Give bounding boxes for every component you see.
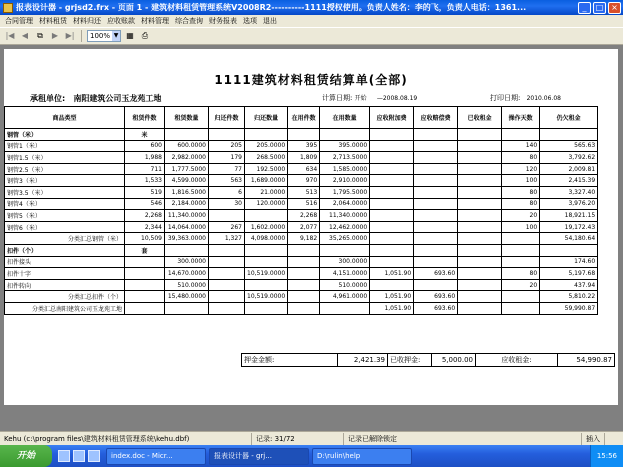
cell-value: 268.5000 [245,152,288,164]
cell-value: 11,340.0000 [320,210,370,222]
cell-value [245,129,288,141]
cell-value: 2,713.5000 [320,152,370,164]
calc-date-end: —2008.08.19 [376,95,418,102]
copy-icon[interactable]: ⧉ [37,31,43,40]
column-header: 租赁数量 [165,107,209,129]
cell-value [458,198,502,210]
cell-value [125,291,165,303]
cell-value: 1,988 [125,152,165,164]
task-report-designer[interactable]: 报表设计器 - grj... [209,448,309,465]
row-label: 钢管4（米） [5,198,125,210]
cell-value: 192.5000 [245,163,288,175]
row-label: 钢管1.5（米） [5,152,125,164]
cell-value: 174.60 [540,256,598,268]
status-record: 记录: 31/72 [252,433,344,445]
cell-value [458,175,502,187]
cell-value: 77 [209,163,245,175]
group-row [5,129,598,141]
column-header: 租赁件数 [125,107,165,129]
table-row [5,152,598,164]
title-bar [0,0,623,15]
calc-date-start: 开始 [354,95,367,102]
cell-value [125,256,165,268]
cell-value: 300.0000 [165,256,209,268]
status-mode: 插入 [582,433,605,445]
cell-value: 519 [125,186,165,198]
zoom-select[interactable] [87,30,121,42]
cell-value [370,244,414,256]
report-page [4,49,618,405]
cell-value: 693.60 [414,302,458,314]
cell-value [540,244,598,256]
cell-value: 2,077 [288,221,320,233]
cell-value [245,244,288,256]
maximize-button[interactable]: □ [593,2,606,14]
cell-value: 510.0000 [320,279,370,291]
cell-value [458,221,502,233]
row-label: 分类汇总南阳建筑公司玉龙苑工地 [5,302,125,314]
cell-value [414,186,458,198]
cell-value: 2,344 [125,221,165,233]
cell-value [370,175,414,187]
toolbar [0,27,623,45]
cell-value [502,244,540,256]
settlement-table [4,106,598,315]
row-label: 扣件转向 [5,279,125,291]
cell-value: 2,910.0000 [320,175,370,187]
column-header: 归还数量 [245,107,288,129]
cell-value: 1,051.90 [370,268,414,280]
cell-value [414,279,458,291]
cell-value [370,163,414,175]
cell-value: 19,172.43 [540,221,598,233]
row-label: 扣件十字 [5,268,125,280]
cell-value: 437.94 [540,279,598,291]
cell-value: 2,064.0000 [320,198,370,210]
cell-value [414,152,458,164]
cell-value: 693.60 [414,291,458,303]
cell-value: 3,976.20 [540,198,598,210]
task-help-folder[interactable]: D:\rulin\help [312,448,412,465]
cell-value [458,244,502,256]
receivable-label: 应收租金: [475,353,557,367]
cell-value [288,302,320,314]
cell-value: 395.0000 [320,140,370,152]
cell-value: 267 [209,221,245,233]
cell-value: 4,098.0000 [245,233,288,245]
cell-value [414,175,458,187]
cell-value [320,244,370,256]
table-row [5,175,598,187]
cell-value [245,210,288,222]
print-date-label: 打印日期: [490,94,521,102]
quick-launch [58,450,100,462]
cell-value: 5,197.68 [540,268,598,280]
cell-value [458,186,502,198]
row-label: 钢管5（米） [5,210,125,222]
cell-value: 20 [502,279,540,291]
cell-value [414,198,458,210]
cell-value: 米 [125,129,165,141]
cell-value [370,279,414,291]
cell-value [370,140,414,152]
cell-value: 120 [502,163,540,175]
cell-value [370,152,414,164]
report-viewport[interactable] [0,45,623,407]
cell-value [458,152,502,164]
menu-exit[interactable]: 退出 [263,17,277,25]
cell-value [320,302,370,314]
print-icon[interactable]: ⎙ [141,31,149,40]
row-label: 钢管6（米） [5,221,125,233]
cell-value [209,268,245,280]
cell-value: 20 [502,210,540,222]
cell-value: 1,533 [125,175,165,187]
cell-value: 4,151.0000 [320,268,370,280]
zoom-value: 100% [90,32,111,40]
minimize-button[interactable]: _ [578,2,591,14]
cell-value: 80 [502,268,540,280]
status-bar [0,431,623,445]
menu-query[interactable]: 综合查询 [175,17,203,25]
toolbar-separator [81,30,82,42]
cell-value: 100 [502,175,540,187]
cell-value: 510.0000 [165,279,209,291]
cell-value: 10,519.0000 [245,291,288,303]
table-row [5,186,598,198]
column-header: 操作天数 [502,107,540,129]
column-header: 应收赔偿费 [414,107,458,129]
subtotal-row [5,302,598,314]
row-label: 扣件（个） [5,244,125,256]
menu-options[interactable]: 选项 [243,17,257,25]
menu-receivable[interactable]: 应收账款 [107,17,135,25]
column-header: 已收租金 [458,107,502,129]
cell-value [288,129,320,141]
chevron-down-icon[interactable]: ▼ [113,32,119,39]
desktop-icon[interactable] [58,450,70,462]
start-button[interactable]: 开始 [0,445,52,467]
cell-value [245,279,288,291]
cell-value: 711 [125,163,165,175]
cell-value [370,210,414,222]
unit-value: 南阳建筑公司玉龙苑工地 [73,94,162,103]
cell-value: 6 [209,186,245,198]
cell-value [209,256,245,268]
cell-value [414,233,458,245]
cell-value [370,186,414,198]
table-row [5,198,598,210]
deposit-label: 押金金额: [244,356,275,364]
cell-value: 4,961.0000 [320,291,370,303]
cell-value: 563 [209,175,245,187]
status-lock: 记录已解除锁定 [344,433,582,445]
unit-label: 承租单位: [30,94,66,103]
cell-value [125,279,165,291]
group-row [5,244,598,256]
cell-value: 39,363.0000 [165,233,209,245]
cell-value: 2,982.0000 [165,152,209,164]
menu-contract[interactable]: 合同管理 [5,17,33,25]
cell-value: 1,777.5000 [165,163,209,175]
window-title: 报表设计器 - grjsd2.frx - 页面 1 - 建筑材料租赁管理系统V2008R2----------1111授权使用。负责人姓名：李的飞，负责人电话：1361... [16,3,527,12]
cell-value: 10,519.0000 [245,268,288,280]
cell-value [414,221,458,233]
cell-value: 1,602.0000 [245,221,288,233]
menu-return[interactable]: 材料归还 [73,17,101,25]
cell-value [209,129,245,141]
cell-value: 54,180.64 [540,233,598,245]
browser-icon[interactable] [73,450,85,462]
close-button[interactable]: × [608,2,621,14]
cell-value: 2,184.0000 [165,198,209,210]
cell-value [165,129,209,141]
cell-value: 3,327.40 [540,186,598,198]
deposit-cell [241,353,337,367]
cell-value: 1,051.90 [370,291,414,303]
print-date-value: 2010.06.08 [526,95,561,102]
column-header: 仍欠租金 [540,107,598,129]
table-row [5,279,598,291]
cell-value: 15,480.0000 [165,291,209,303]
cell-value [502,256,540,268]
cell-value [414,163,458,175]
row-label: 钢管（米） [5,129,125,141]
cell-value [502,291,540,303]
cell-value [245,256,288,268]
cell-value: 205 [209,140,245,152]
cell-value: 5,810.22 [540,291,598,303]
cell-value: 30 [209,198,245,210]
cell-value: 120.0000 [245,198,288,210]
cell-value: 100 [502,221,540,233]
cell-value: 3,792.62 [540,152,598,164]
cell-value: 35,265.0000 [320,233,370,245]
cell-value: 1,689.0000 [245,175,288,187]
cell-value [209,279,245,291]
menu-rent[interactable]: 材料租赁 [39,17,67,25]
next-page-icon[interactable]: ▶ [51,31,59,40]
unit-info [30,93,161,104]
cell-value [414,244,458,256]
cell-value: 18,921.15 [540,210,598,222]
deposit-value: 2,421.39 [337,353,387,367]
row-label: 钢管2.5（米） [5,163,125,175]
table-row [5,221,598,233]
receivable-value: 54,990.87 [557,353,615,367]
cell-value: 14,670.0000 [165,268,209,280]
subtotal-row [5,291,598,303]
cell-value [165,302,209,314]
first-page-icon[interactable]: |◀ [5,31,15,40]
cell-value: 80 [502,186,540,198]
column-header: 归还件数 [209,107,245,129]
cell-value [288,256,320,268]
cell-value [458,268,502,280]
cell-value: 1,051.90 [370,302,414,314]
cell-value: 2,415.39 [540,175,598,187]
table-row [5,163,598,175]
cell-value: 80 [502,152,540,164]
cell-value [288,279,320,291]
column-header: 商品类型 [5,107,125,129]
column-header: 在用数量 [320,107,370,129]
cell-value [458,233,502,245]
cell-value [458,256,502,268]
row-label: 钢管3（米） [5,175,125,187]
cell-value: 11,340.0000 [165,210,209,222]
print-preview-icon[interactable]: ▦ [126,31,134,40]
cell-value [370,198,414,210]
cell-value: 634 [288,163,320,175]
row-label: 分类汇总钢管（米） [5,233,125,245]
cell-value: 1,585.0000 [320,163,370,175]
cell-value [414,256,458,268]
cell-value: 1,809 [288,152,320,164]
cell-value [502,129,540,141]
cell-value: 140 [502,140,540,152]
cell-value: 9,182 [288,233,320,245]
cell-value [125,302,165,314]
cell-value: 2,009.81 [540,163,598,175]
print-date-info [490,93,561,103]
cell-value [414,140,458,152]
table-row [5,268,598,280]
cell-value [458,279,502,291]
cell-value [414,129,458,141]
row-label: 钢管1（米） [5,140,125,152]
cell-value: 513 [288,186,320,198]
menu-bar [0,15,623,27]
cell-value: 179 [209,152,245,164]
cell-value [209,291,245,303]
cell-value [125,268,165,280]
cell-value [209,302,245,314]
cell-value [502,233,540,245]
cell-value: 565.63 [540,140,598,152]
cell-value: 205.0000 [245,140,288,152]
cell-value [165,244,209,256]
calc-date-info [322,93,417,103]
table-row [5,210,598,222]
cell-value: 10,509 [125,233,165,245]
cell-value: 12,462.0000 [320,221,370,233]
cell-value: 2,268 [288,210,320,222]
cell-value: 546 [125,198,165,210]
table-row [5,140,598,152]
cell-value [370,233,414,245]
cell-value: 2,268 [125,210,165,222]
cell-value [458,210,502,222]
prev-page-icon[interactable]: ◀ [21,31,29,40]
cell-value: 600.0000 [165,140,209,152]
menu-material[interactable]: 材料管理 [141,17,169,25]
cell-value: 4,599.0000 [165,175,209,187]
last-page-icon[interactable]: ▶| [65,31,75,40]
received-label: 已收押金: [387,353,431,367]
cell-value [209,210,245,222]
cell-value [502,302,540,314]
cell-value: 600 [125,140,165,152]
cell-value [370,256,414,268]
cell-value: 1,327 [209,233,245,245]
cell-value: 套 [125,244,165,256]
system-clock: 15:56 [590,445,623,467]
cell-value [458,291,502,303]
cell-value [370,221,414,233]
task-word[interactable]: index.doc - Micr... [106,448,206,465]
row-label: 分类汇总扣件（个） [5,291,125,303]
cell-value [288,244,320,256]
cell-value [209,244,245,256]
status-path: Kehu (c:\program files\建筑材料租赁管理系统\kehu.dbf) [0,433,252,445]
cell-value [458,140,502,152]
taskbar [0,445,623,467]
cell-value [458,302,502,314]
cell-value [288,268,320,280]
cell-value: 1,816.5000 [165,186,209,198]
cell-value: 59,990.87 [540,302,598,314]
row-label: 扣件接头 [5,256,125,268]
cell-value [414,210,458,222]
app-icon [3,3,13,13]
cell-value: 300.0000 [320,256,370,268]
column-header: 在用件数 [288,107,320,129]
cell-value [245,302,288,314]
calc-date-label: 计算日期: [322,94,353,102]
cell-value: 80 [502,198,540,210]
table-row [5,256,598,268]
report-title: 1111建筑材料租赁结算单(全部) [214,73,408,87]
cell-value: 395 [288,140,320,152]
cell-value: 516 [288,198,320,210]
subtotal-row [5,233,598,245]
media-icon[interactable] [88,450,100,462]
cell-value: 14,064.0000 [165,221,209,233]
cell-value: 21.0000 [245,186,288,198]
table-header [5,107,598,129]
cell-value [320,129,370,141]
column-header: 应收附加费 [370,107,414,129]
cell-value: 1,795.5000 [320,186,370,198]
cell-value [458,129,502,141]
cell-value [458,163,502,175]
cell-value [288,291,320,303]
cell-value [540,129,598,141]
received-value: 5,000.00 [431,353,475,367]
menu-finance[interactable]: 财务报表 [209,17,237,25]
cell-value: 970 [288,175,320,187]
row-label: 钢管3.5（米） [5,186,125,198]
cell-value [370,129,414,141]
cell-value: 693.60 [414,268,458,280]
